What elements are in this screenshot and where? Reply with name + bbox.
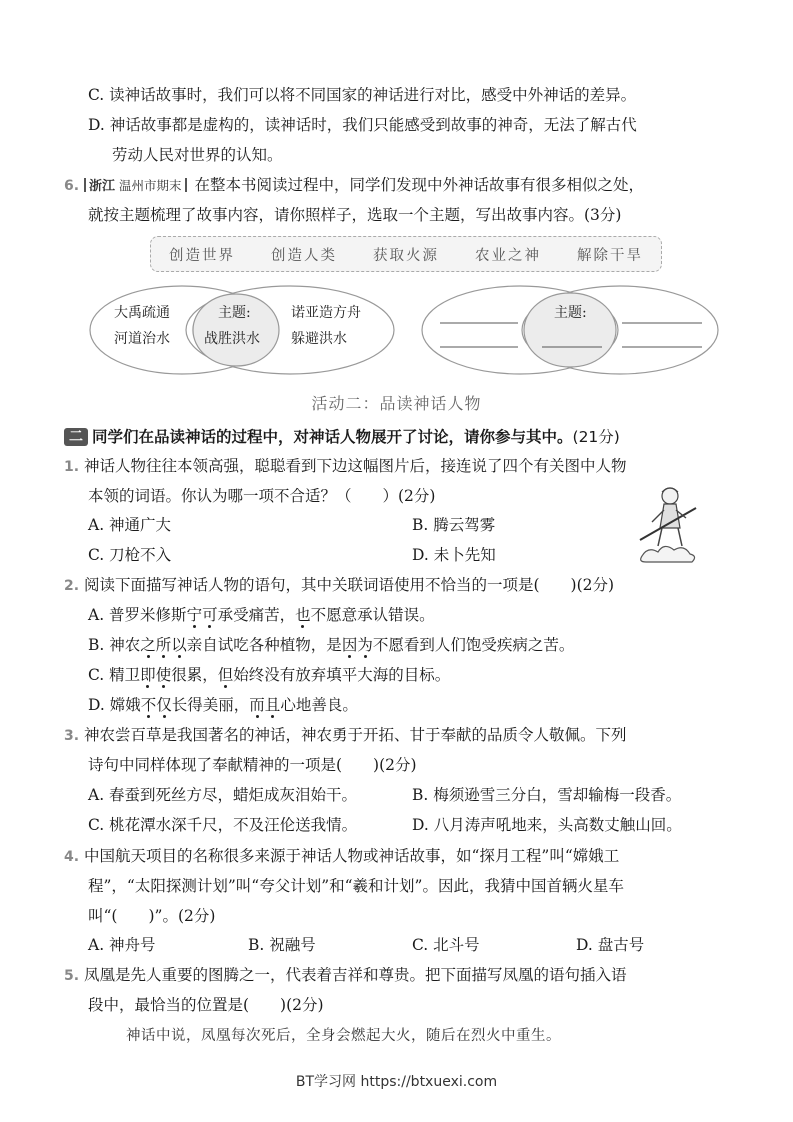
q4-option-c: C. 北斗号 [412, 936, 480, 954]
q6-text-line1: 在整本书阅读过程中，同学们发现中外神话故事有很多相似之处， [194, 176, 644, 194]
text: 心地善良。 [280, 696, 358, 714]
part-heading-text: 同学们在品读神话的过程中，对神话人物展开了讨论，请你参与其中。 [92, 428, 573, 446]
text: C. 精卫 [88, 666, 141, 684]
dotted-word: 为 [357, 636, 373, 654]
q4-line2: 程”，“太阳探测计划”叫“夸父计划”和“羲和计划”。因此，我猜中国首辆火星车 [88, 877, 624, 895]
question-number: 5. [64, 968, 80, 984]
q3-line1 [64, 724, 627, 747]
text: 长得美丽， [171, 696, 250, 714]
venn-center-label: 主题: [218, 305, 251, 321]
venn-right-line2: 躲避洪水 [291, 331, 347, 347]
theme-item: 创造世界 [169, 247, 235, 264]
text: 不愿意承认错误。 [310, 606, 435, 624]
venn-blank-center-label: 主题: [554, 305, 587, 321]
dotted-word: 之 [140, 636, 156, 654]
q3-text-line1: 神农尝百草是我国著名的神话，神农勇于开拓、甘于奉献的品质令人敬佩。下列 [84, 726, 627, 744]
q1-option-c: C. 刀枪不入 [88, 546, 172, 564]
text: 不愿看到人们饱受疾病之苦。 [372, 636, 575, 654]
dotted-word: 因 [341, 636, 358, 654]
dotted-word: 但 [217, 666, 234, 684]
dotted-word: 而 [249, 696, 265, 714]
question-number: 3. [64, 728, 80, 744]
q3-option-a: A. 春蚕到死丝方尽，蜡炬成灰泪始干。 [88, 786, 358, 804]
q2-line1 [64, 574, 614, 597]
text: 很累， [171, 666, 218, 684]
dotted-word: 也 [295, 606, 311, 624]
q1-option-b: B. 腾云驾雾 [412, 516, 496, 534]
dotted-word: 不 [140, 696, 157, 714]
q2-option-b [88, 634, 574, 656]
tag-divider [84, 178, 86, 192]
q3-line2: 诗句中同样体现了奉献精神的一项是( )(2分) [88, 756, 417, 774]
q5-quote: 神话中说，凤凰每次死后，全身会燃起大火，随后在烈火中重生。 [126, 1028, 561, 1044]
theme-item: 创造人类 [271, 247, 337, 264]
q5-line1 [64, 964, 627, 987]
venn-left-line1: 大禹疏通 [114, 305, 170, 321]
activity-title: 活动二：品读神话人物 [311, 394, 482, 413]
q6-line1 [64, 174, 644, 198]
part-heading [64, 426, 620, 448]
q1-line1 [64, 455, 627, 478]
question-number: 4. [64, 849, 80, 865]
theme-item: 获取火源 [373, 247, 439, 264]
q2-option-d [88, 694, 358, 716]
q2-text-line1: 阅读下面描写神话人物的语句，其中关联词语使用不恰当的一项是( )(2分) [84, 576, 615, 594]
q3-option-b: B. 梅须逊雪三分白，雪却输梅一段香。 [412, 786, 682, 804]
venn-right-line1: 诺亚造方舟 [291, 305, 361, 321]
dotted-word: 即 [140, 666, 156, 684]
dotted-word: 以 [171, 636, 187, 654]
theme-item: 解除干旱 [577, 247, 643, 264]
theme-item: 农业之神 [475, 247, 541, 264]
part-score: (21分) [572, 428, 620, 446]
text: 承受痛苦， [217, 606, 296, 624]
dotted-word: 且 [264, 696, 281, 714]
venn-left-line2: 河道治水 [114, 331, 170, 347]
q5-option-c: C. 读神话故事时，我们可以将不同国家的神话进行对比，感受中外神话的差异。 [88, 86, 637, 104]
q4-option-a: A. 神舟号 [88, 936, 156, 954]
q3-option-c: C. 桃花潭水深千尺，不及汪伦送我情。 [88, 816, 358, 834]
question-number: 2. [64, 578, 80, 594]
venn-diagram-blank [420, 283, 720, 377]
dotted-word: 所 [155, 636, 172, 654]
q1-text-line1: 神话人物往往本领高强，聪聪看到下边这幅图片后，接连说了四个有关图中人物 [84, 457, 627, 475]
dotted-word: 仅 [156, 696, 172, 714]
venn-center-value: 战胜洪水 [204, 331, 260, 347]
q4-line3: 叫“( )”。(2分) [88, 907, 216, 925]
q5-option-d-line1: D. 神话故事都是虚构的，读神话时，我们只能感受到故事的神奇，无法了解古代 [88, 116, 637, 134]
q5-line2: 段中，最恰当的位置是( )(2分) [88, 996, 324, 1014]
q4-option-d: D. 盘古号 [576, 936, 645, 954]
tag-divider [185, 178, 187, 192]
text: 始终没有放弃填平大海的目标。 [233, 666, 451, 684]
q1-option-a: A. 神通广大 [88, 516, 172, 534]
q5-text-line1: 凤凰是先人重要的图腾之一，代表着吉祥和尊贵。把下面描写凤凰的语句插入语 [84, 966, 627, 984]
tag-province: 浙江 [89, 179, 116, 194]
q2-option-a [88, 604, 435, 626]
text: D. 嫦娥 [88, 696, 141, 714]
q1-option-d: D. 未卜先知 [412, 546, 496, 564]
q4-line1 [64, 845, 619, 868]
part-badge: 二 [64, 428, 88, 446]
page-footer: BT学习网 https://btxuexi.com [295, 1074, 498, 1090]
dotted-word: 使 [155, 666, 172, 684]
dotted-word: 宁 [186, 606, 203, 624]
q4-text-line1: 中国航天项目的名称很多来源于神话人物或神话故事，如“探月工程”叫“嫦娥工 [84, 847, 620, 865]
q1-line2: 本领的词语。你认为哪一项不合适？（ ）(2分) [88, 487, 436, 505]
text: B. 神农 [88, 636, 141, 654]
source-tag [84, 178, 190, 193]
question-number: 1. [64, 459, 80, 475]
dotted-word: 可 [202, 606, 218, 624]
q2-option-c [88, 664, 450, 686]
tag-source: 温州市期末 [119, 178, 182, 193]
theme-options-box [150, 236, 662, 272]
q6-line2: 就按主题梳理了故事内容，请你照样子，选取一个主题，写出故事内容。(3分) [88, 206, 622, 224]
text: A. 普罗米修斯 [88, 606, 187, 624]
q4-option-b: B. 祝融号 [248, 936, 316, 954]
question-number: 6. [64, 178, 80, 194]
q5-option-d-line2: 劳动人民对世界的认知。 [112, 146, 283, 164]
monkey-king-illustration [634, 482, 704, 568]
q3-option-d: D. 八月涛声吼地来，头高数丈触山回。 [412, 816, 682, 834]
text: 亲自试吃各种植物，是 [186, 636, 342, 654]
